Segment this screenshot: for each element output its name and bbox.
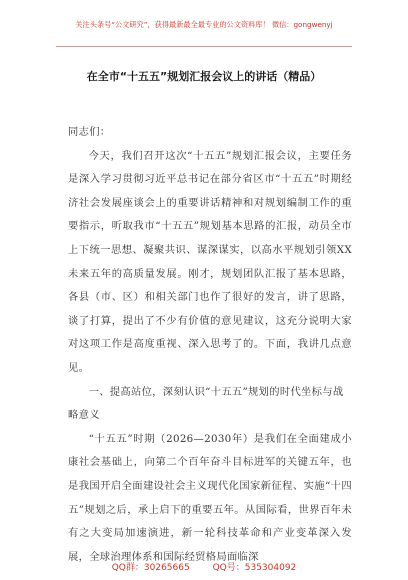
paragraph-section-1: “十五五”时期（2026—2030年）是我们在全面建成小康社会基础上，向第二个百年奋斗目标进军的关键五年，也是我国开启全面建设社会主义现代化国家新征程、实施“十四五”规划之后，承上启下的重要五年。从国际看，世界百年未有之大变局加速演进，新一轮科技革命和产业变革深入发展，全球治理体系和国际经贸格局面临深: [68, 432, 352, 563]
document-title: 在全市“十五五”规划汇报会议上的讲话（精品）: [86, 70, 322, 83]
qq-number-text: QQ号：535304092: [212, 563, 297, 573]
document-body: [68, 121, 352, 569]
promo-banner: 关注头条号“公文研究”，获得最新最全最专业的公文资料库！ 微信：gongwenyj: [75, 20, 333, 29]
paragraph-intro: 今天，我们召开这次“十五五”规划汇报会议，主要任务是深入学习贯彻习近平总书记在部分省区市“十五五”时期经济社会发展座谈会上的重要讲话精神和对规划编制工作的重要指示，听取我市“十五五”规划基本思路的汇报，动员全市上下统一思想、凝聚共识、谋深谋实，以高水平规划引领XX未来五年的高质量发展。刚才，规划团队汇报了基本思路，各县（市、区）和相关部门也作了很好的发言，讲了思路，谈了打算，提出了不少有价值的意见建议，这充分说明大家对这项工作是高度重视、深入思考了的。下面，我讲几点意见。: [68, 149, 352, 374]
section-heading-1: 一、提高站位，深刻认识“十五五”规划的时代坐标与战略意义: [68, 385, 344, 422]
contact-footer: [0, 560, 408, 573]
qq-group-text: QQ群：30265665: [111, 563, 190, 573]
header-divider: [56, 46, 352, 47]
salutation: 同志们：: [68, 126, 111, 138]
